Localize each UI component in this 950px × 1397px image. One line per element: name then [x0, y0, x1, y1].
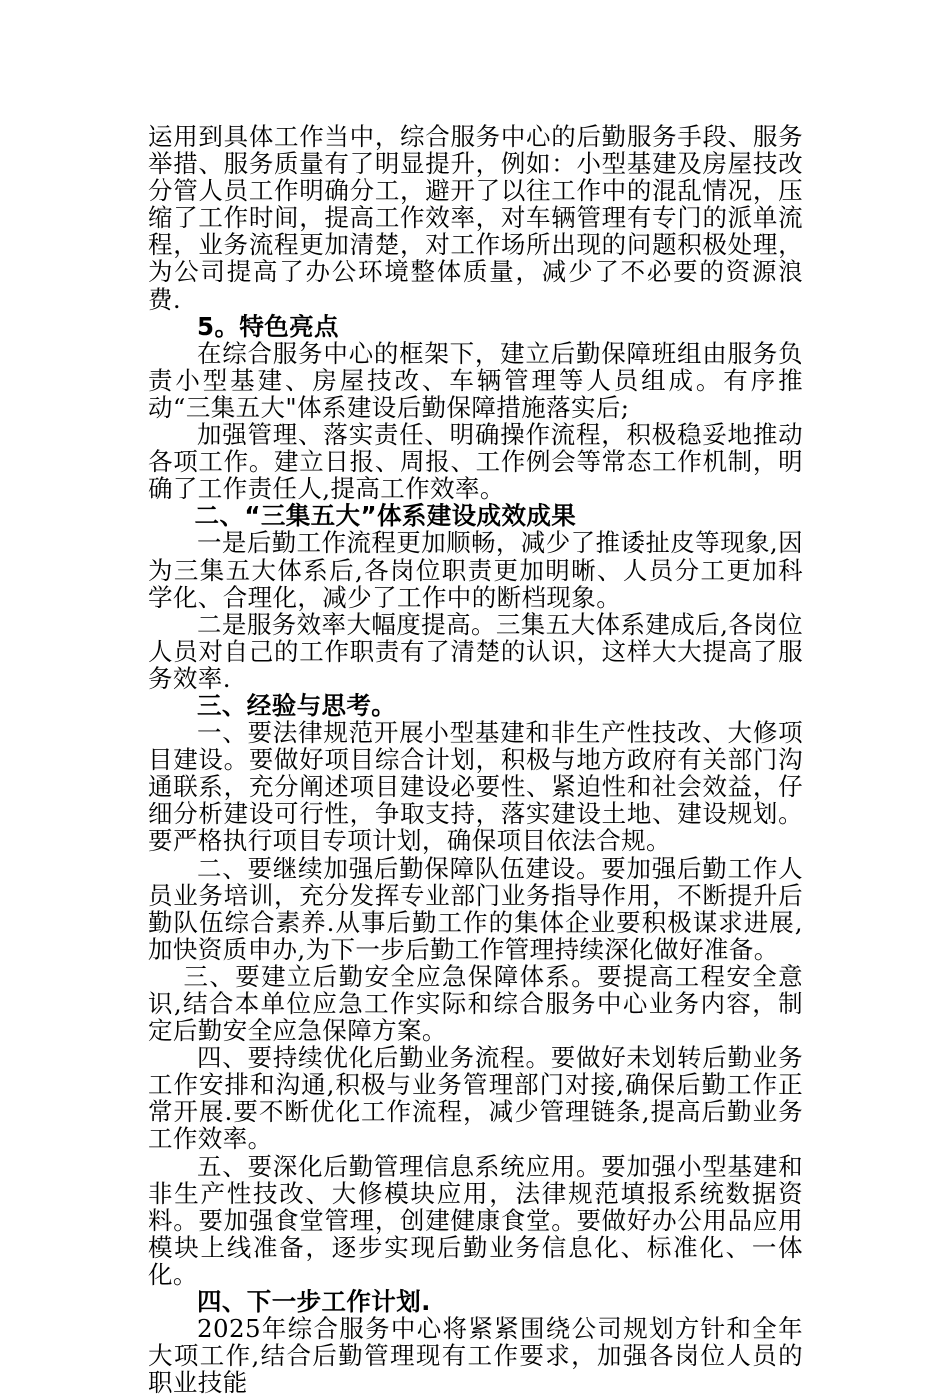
section-heading: 二、“三集五大”体系建设成效成果	[194, 501, 577, 531]
section-heading: 四、下一步工作计划.	[197, 1287, 431, 1317]
body-paragraph: 一是后勤工作流程更加顺畅，减少了推诿扯皮等现象,因为三集五大体系后,各岗位职责更加明晰、人员分工更加科学化、合理化，减少了工作中的断档现象。	[148, 528, 803, 612]
body-paragraph: 三、要建立后勤安全应急保障体系。要提高工程安全意识,结合本单位应急工作实际和综合服务中心业务内容，制定后勤安全应急保障方案。	[148, 961, 803, 1046]
body-paragraph: 运用到具体工作当中，综合服务中心的后勤服务手段、服务举措、服务质量有了明显提升，例如：小型基建及房屋技改分管人员工作明确分工，避开了以往工作中的混乱情况，压缩了工作时间，提高工作效率，对车辆管理有专门的派单流程，业务流程更加清楚，对工作场所出现的问题积极处理，为公司提高了办公环境整体质量，减少了不必要的资源浪费.	[148, 122, 803, 314]
body-paragraph: 一、要法律规范开展小型基建和非生产性技改、大修项目建设。要做好项目综合计划，积极与地方政府有关部门沟通联系，充分阐述项目建设必要性、紧迫性和社会效益，仔细分析建设可行性，争取支持，落实建设土地、建设规划。要严格执行项目专项计划，确保项目依法合规。	[148, 718, 803, 856]
body-paragraph: 二、要继续加强后勤保障队伍建设。要加强后勤工作人员业务培训，充分发挥专业部门业务指导作用，不断提升后勤队伍综合素养.从事后勤工作的集体企业要积极谋求进展,加快资质申办,为下一步后勤工作管理持续深化做好准备。	[148, 853, 803, 964]
body-paragraph: 五、要深化后勤管理信息系统应用。要加强小型基建和非生产性技改、大修模块应用，法律规范填报系统数据资料。要加强食堂管理，创建健康食堂。要做好办公用品应用模块上线准备，逐步实现后勤业务信息化、标准化、一体化。	[148, 1151, 803, 1289]
section-heading: 5。特色亮点	[197, 311, 339, 341]
section-heading: 三、经验与思考。	[197, 690, 397, 720]
document-page	[148, 123, 803, 1396]
body-paragraph: 四、要持续优化后勤业务流程。要做好未划转后勤业务工作安排和沟通,积极与业务管理部门对接,确保后勤工作正常开展.要不断优化工作流程，减少管理链条,提高后勤业务工作效率。	[148, 1043, 803, 1154]
body-paragraph: 在综合服务中心的框架下，建立后勤保障班组由服务负责小型基建、房屋技改、车辆管理等人员组成。有序推动“三集五大"体系建设后勤保障措施落实后;	[148, 338, 803, 422]
body-paragraph: 2025年综合服务中心将紧紧围绕公司规划方针和全年大项工作,结合后勤管理现有工作要求，加强各岗位人员的职业技能	[148, 1314, 803, 1397]
body-paragraph: 加强管理、落实责任、明确操作流程，积极稳妥地推动各项工作。建立日报、周报、工作例会等常态工作机制，明确了工作责任人,提高工作效率。	[148, 420, 803, 504]
body-paragraph: 二是服务效率大幅度提高。三集五大体系建成后,各岗位人员对自己的工作职责有了清楚的认识，这样大大提高了服务效率.	[148, 609, 803, 693]
